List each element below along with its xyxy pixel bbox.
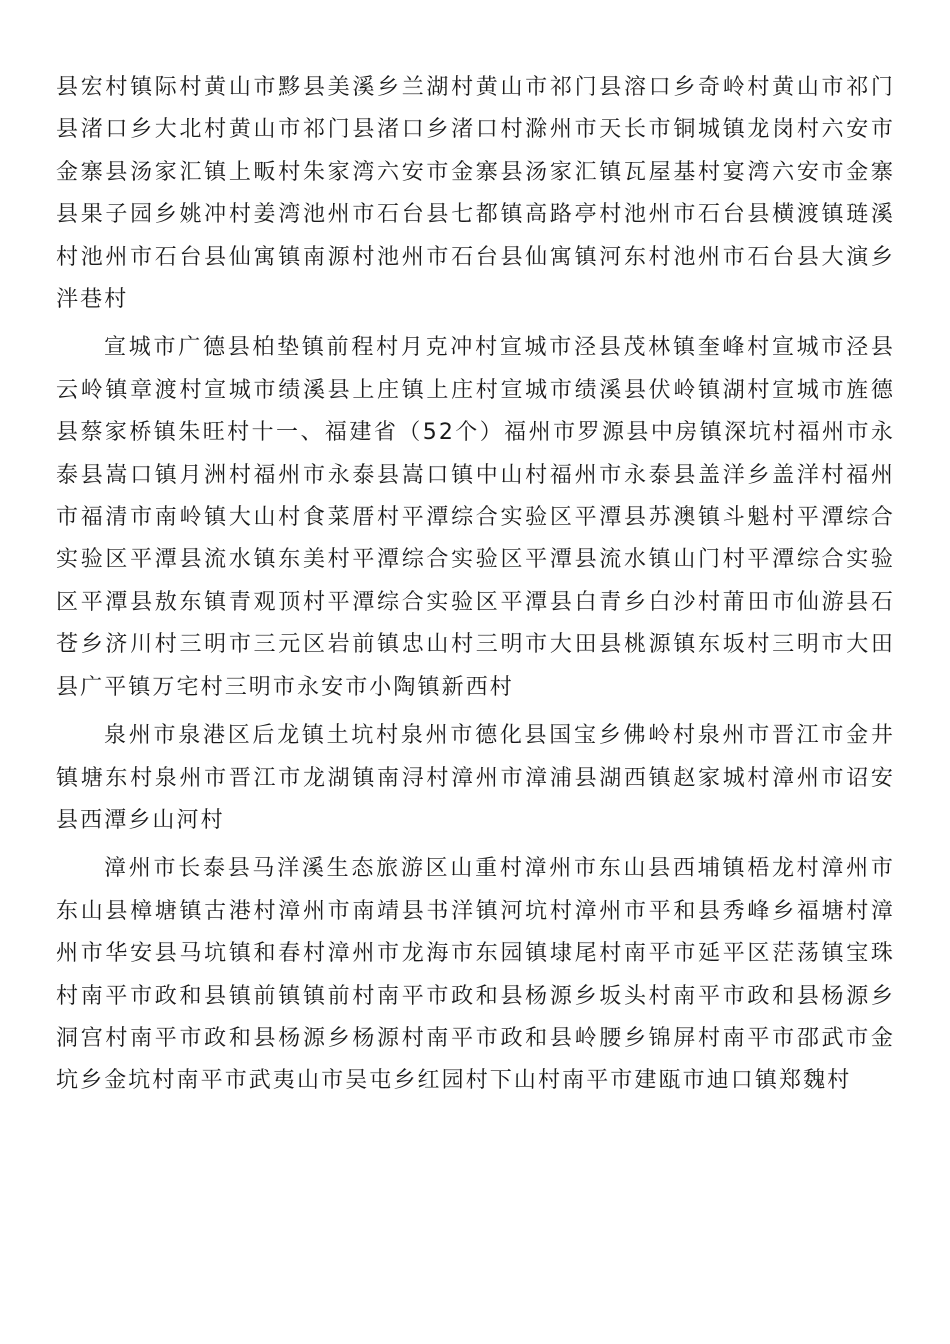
- paragraph-quanzhou: 泉州市泉港区后龙镇土坑村泉州市德化县国宝乡佛岭村泉州市晋江市金井镇塘东村泉州市晋江市龙湖镇南浔村漳州市漳浦县湖西镇赵家城村漳州市诏安县西潭乡山河村: [56, 723, 895, 833]
- paragraph-anhui-continued: 县宏村镇际村黄山市黟县美溪乡兰湖村黄山市祁门县溶口乡奇岭村黄山市祁门县渚口乡大北村黄山市祁门县渚口乡渚口村滁州市天长市铜城镇龙岗村六安市金寨县汤家汇镇上畈村朱家湾六安市金寨县汤家汇镇瓦屋基村宴湾六安市金寨县果子园乡姚冲村姜湾池州市石台县七都镇高路亭村池州市石台县横渡镇琏溪村池州市石台县仙寓镇南源村池州市石台县仙寓镇河东村池州市石台县大演乡泮巷村: [56, 75, 895, 313]
- paragraph-zhangzhou-nanping: 漳州市长泰县马洋溪生态旅游区山重村漳州市东山县西埔镇梧龙村漳州市东山县樟塘镇古港村漳州市南靖县书洋镇河坑村漳州市平和县秀峰乡福塘村漳州市华安县马坑镇和春村漳州市龙海市东园镇埭尾村南平市延平区茫荡镇宝珠村南平市政和县镇前镇镇前村南平市政和县杨源乡坂头村南平市政和县杨源乡洞宫村南平市政和县杨源乡杨源村南平市政和县岭腰乡锦屏村南平市邵武市金坑乡金坑村南平市武夷山市吴屯乡红园村下山村南平市建瓯市迪口镇郑魏村: [56, 856, 895, 1094]
- paragraph-xuancheng-fujian: 宣城市广德县柏垫镇前程村月克冲村宣城市泾县茂林镇奎峰村宣城市泾县云岭镇章渡村宣城市绩溪县上庄镇上庄村宣城市绩溪县伏岭镇湖村宣城市旌德县蔡家桥镇朱旺村十一、福建省（52个）福州市罗源县中房镇深坑村福州市永泰县嵩口镇月洲村福州市永泰县嵩口镇中山村福州市永泰县盖洋乡盖洋村福州市福清市南岭镇大山村食菜厝村平潭综合实验区平潭县苏澳镇斗魁村平潭综合实验区平潭县流水镇东美村平潭综合实验区平潭县流水镇山门村平潭综合实验区平潭县敖东镇青观顶村平潭综合实验区平潭县白青乡白沙村莆田市仙游县石苍乡济川村三明市三元区岩前镇忠山村三明市大田县桃源镇东坂村三明市大田县广平镇万宅村三明市永安市小陶镇新西村: [56, 335, 895, 700]
